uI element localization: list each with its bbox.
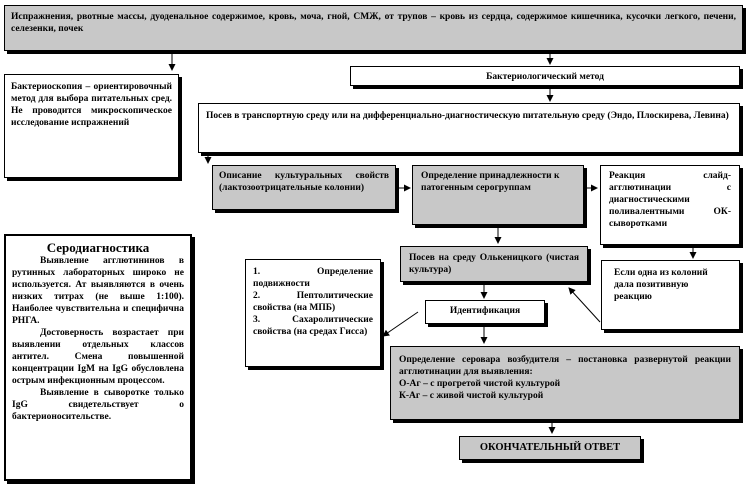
culture-properties-box: Описание культуральных свойств (лактозоотрицательные колонии) <box>212 165 396 210</box>
serodiagnostics-title: Серодиагностика <box>46 240 150 255</box>
seeding-transport-box: Посев в транспортную среду или на дифференциально-диагностическую питательную среду (Эндо, Плоскирева, Левина) <box>198 103 740 153</box>
serodiagnostics-paragraph-2: Достоверность возрастает при выявлении отдельных классов антител. Смена повышенной концентрации IgM на IgG обусловлена острым инфекционным процессом. <box>12 328 184 386</box>
serodiagnostics-box <box>4 234 192 481</box>
test-peptolytic: 2. Пептолитические свойства (на МПБ) <box>253 291 373 313</box>
serovar-line-2: О-Аг – с прогретой чистой культурой <box>399 379 561 389</box>
if-one-colony-box: Если одна из колоний дала позитивную реакцию <box>601 260 740 330</box>
test-motility: 1. Определение подвижности <box>253 267 373 289</box>
final-answer-box: ОКОНЧАТЕЛЬНЫЙ ОТВЕТ <box>459 436 641 460</box>
specimen-box: Испражнения, рвотные массы, дуоденальное содержимое, кровь, моча, гной, СМЖ, от трупов – кровь из сердца, содержимое кишечника, кусочки легкого, печени, селезенки, почек <box>4 5 743 51</box>
olkenitsky-box: Посев на среду Олькеницкого (чистая культура) <box>400 246 588 282</box>
bacterioscopy-box: Бактериоскопия – ориентировочный метод для выбора питательных сред. Не проводится микроскопическое исследование испражнений <box>4 74 179 178</box>
slide-agglutination-box: Реакция слайд-агглютинации с диагностическими поливалентными ОК-сыворотками <box>600 165 740 245</box>
serovar-box <box>390 346 740 420</box>
serovar-line-3: К-Аг – с живой чистой культурой <box>399 391 544 401</box>
bacteriological-method-box: Бактериологический метод <box>350 66 740 86</box>
serodiagnostics-paragraph-3: Выявление в сыворотке только IgG свидетельствует о бактерионосительстве. <box>12 388 184 422</box>
test-saccharolytic: 3. Сахаролитические свойства (на средах Гисса) <box>253 315 373 337</box>
tests-list-box <box>245 259 381 367</box>
serogroup-box: Определение принадлежности к патогенным серогруппам <box>412 165 584 225</box>
identification-box: Идентификация <box>425 300 545 324</box>
serodiagnostics-paragraph-1: Выявление агглютининов в рутинных лабораторных широко не используется. Ат выявляются в очень низких титрах (не выше 1:100). Наиболее чувствительна и специфична РНГА. <box>12 256 184 326</box>
serovar-line-1: Определение серовара возбудителя – постановка развернутой реакции агглютинации для выявления: <box>399 355 731 377</box>
arrow-if-one-to-identification <box>569 288 600 322</box>
arrow-identification-to-tests <box>383 312 418 336</box>
